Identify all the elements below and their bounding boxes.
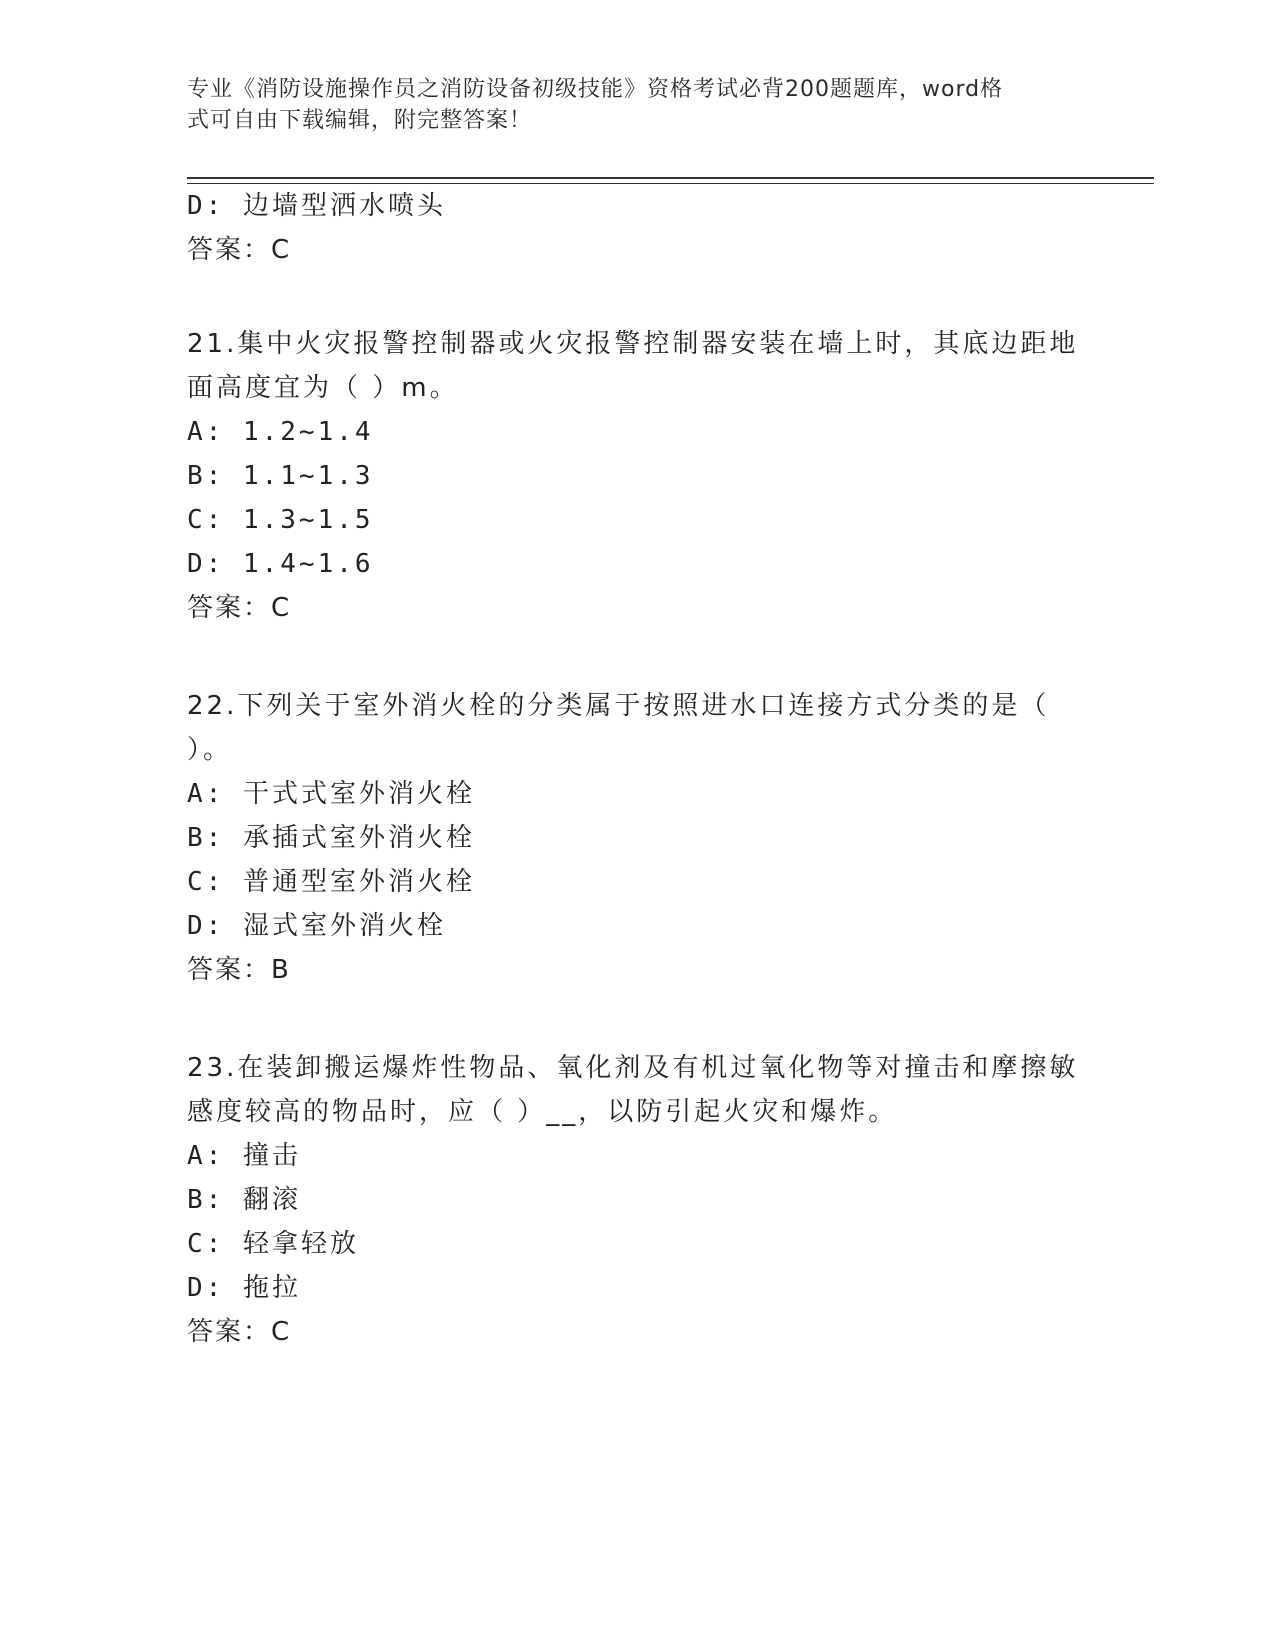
header-line-2: 式可自由下载编辑，附完整答案！ [187, 108, 533, 133]
question-22-option-a: A: 干式式室外消火栓 [187, 779, 475, 809]
question-23-stem-line-2: 感度较高的物品时，应（ ）__，以防引起火灾和爆炸。 [187, 1097, 898, 1127]
question-21-answer: 答案：C [187, 593, 292, 623]
question-22-answer: 答案：B [187, 955, 291, 985]
question-22-option-d: D: 湿式室外消火栓 [187, 911, 446, 941]
question-23-answer: 答案：C [187, 1317, 292, 1347]
question-22-stem-line-2: ）。 [187, 735, 233, 765]
question-21-option-b: B: 1.1~1.3 [187, 461, 374, 491]
question-22-stem-line-1: 22.下列关于室外消火栓的分类属于按照进水口连接方式分类的是（ [187, 691, 1050, 721]
question-21-option-a: A: 1.2~1.4 [187, 417, 374, 447]
prev-answer: 答案：C [187, 235, 292, 265]
question-23-option-d: D: 拖拉 [187, 1273, 301, 1303]
page-header [187, 74, 1067, 136]
question-21-option-c: C: 1.3~1.5 [187, 505, 374, 535]
question-23-option-b: B: 翻滚 [187, 1185, 301, 1215]
question-22-option-b: B: 承插式室外消火栓 [187, 823, 475, 853]
question-22-option-c: C: 普通型室外消火栓 [187, 867, 475, 897]
question-23-option-c: C: 轻拿轻放 [187, 1229, 359, 1259]
prev-option-d: D: 边墙型洒水喷头 [187, 191, 446, 221]
question-21-stem-line-1: 21.集中火灾报警控制器或火灾报警控制器安装在墙上时，其底边距地 [187, 329, 1079, 359]
question-21-option-d: D: 1.4~1.6 [187, 549, 374, 579]
question-21-stem-line-2: 面高度宜为（ ）m。 [187, 373, 459, 403]
question-23-option-a: A: 撞击 [187, 1141, 301, 1171]
question-23-stem-line-1: 23.在装卸搬运爆炸性物品、氧化剂及有机过氧化物等对撞击和摩擦敏 [187, 1053, 1079, 1083]
header-rule-thick [187, 177, 1154, 179]
header-line-1: 专业《消防设施操作员之消防设备初级技能》资格考试必背200题题库，word格 [187, 77, 1004, 102]
header-rule-thin [187, 183, 1154, 184]
